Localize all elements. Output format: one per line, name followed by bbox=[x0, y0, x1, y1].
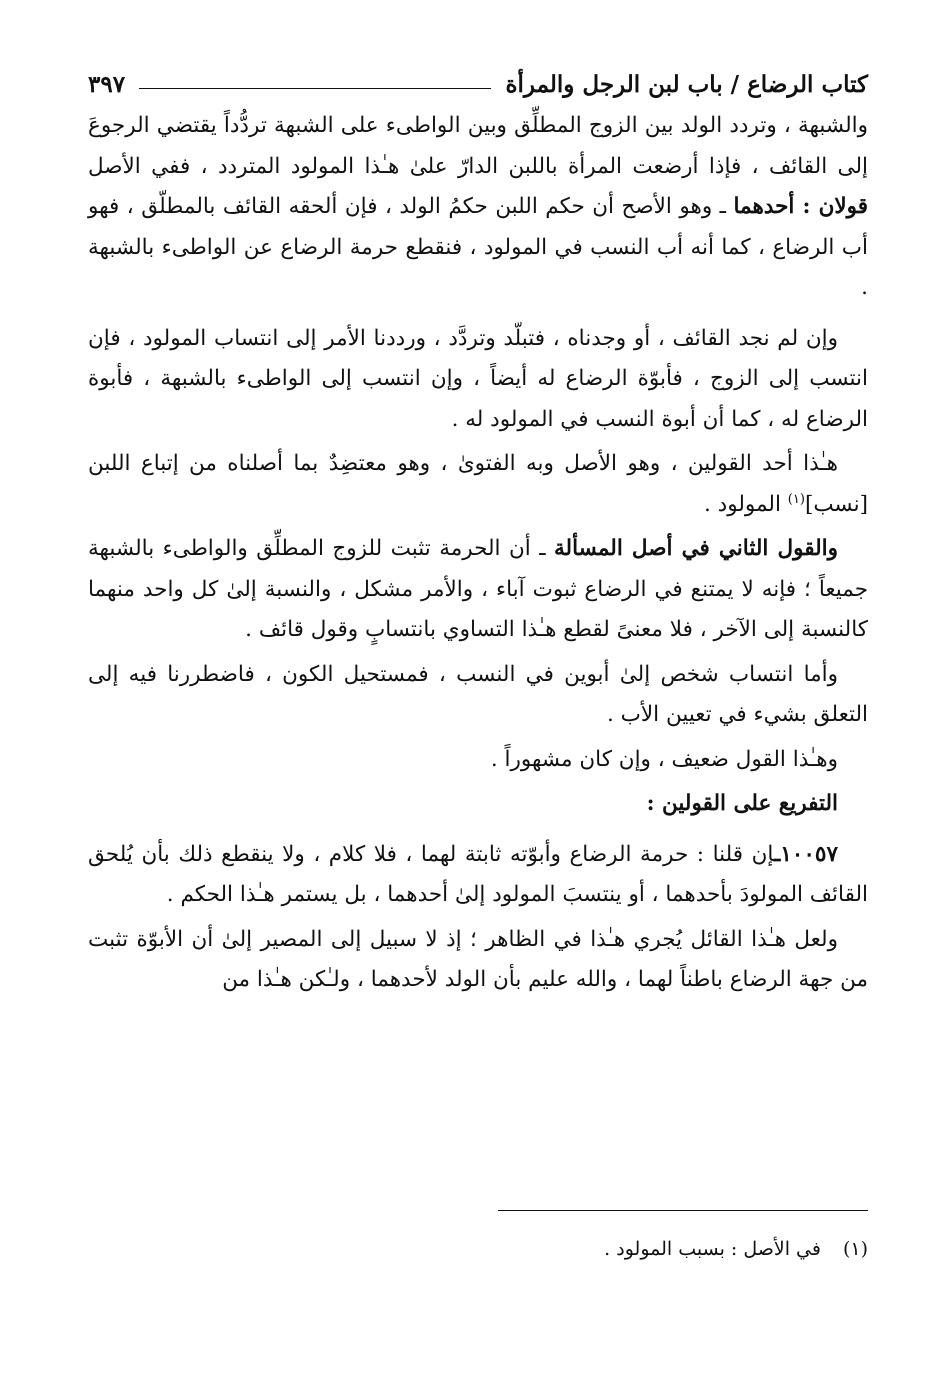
paragraph-1: والشبهة ، وتردد الولد بين الزوج المطلِّق وبين الواطىء على الشبهة تردُّداً يقتضي الرجوعَ إلى القائف ، فإذا أرضعت المرأة باللبن الدارّ علىٰ هـٰذا المولود المتردد ، ففي الأصل قولان : أحدهما ـ وهو الأصح أن حكم اللبن حكمُ الولد ، فإن ألحقه القائف بالمطلّق ، فهو أب الرضاع ، كما أنه أب النسب في المولود ، فنقطع حرمة الرضاع عن الواطىء بالشبهة . bbox=[88, 113, 869, 300]
footnote-separator bbox=[498, 1210, 868, 1211]
header-rule bbox=[139, 88, 491, 89]
bold-phrase: والقول الثاني في أصل المسألة bbox=[554, 536, 838, 561]
running-header bbox=[88, 62, 868, 106]
footnote-text: في الأصل : بسبب المولود . bbox=[604, 1238, 821, 1260]
paragraph-8: ولعل هـٰذا القائل يُجري هـٰذا في الظاهر ؛ إذ لا سبيل إلى المصير إلىٰ أن الأبوّة تثبت من جهة الرضاع باطناً لهما ، والله عليم بأن الولد لأحدهما ، ولـٰكن هـٰذا من bbox=[88, 926, 868, 992]
section-heading: التفريع على القولين : bbox=[646, 791, 838, 816]
paragraph-3: هـٰذا أحد القولين ، وهو الأصل وبه الفتوىٰ ، وهو معتضِدٌ بما أصلناه من إتباع اللبن [نسب]$^{(١)}$ المولود . bbox=[88, 451, 868, 517]
paragraph-4: والقول الثاني في أصل المسألة ـ أن الحرمة تثبت للزوج المطلِّق والواطىء بالشبهة جميعاً ؛ فإنه لا يمتنع في الرضاع ثبوت آباء ، والأمر مشكل ، والنسبة إلىٰ كل واحد منهما كالنسبة إلى الآخر ، فلا معنىً لقطع هـٰذا التساوي بانتسابٍ وقول قائف . bbox=[88, 536, 868, 642]
footnote bbox=[88, 1234, 868, 1264]
paragraph-2: وإن لم نجد القائف ، أو وجدناه ، فتبلّد وتردَّد ، ورددنا الأمر إلى انتساب المولود ، فإن انتسب إلى الزوج ، فأبوّة الرضاع له أيضاً ، وإن انتسب إلى الواطىء بالشبهة ، فأبوة الرضاع له ، كما أن أبوة النسب في المولود له . bbox=[88, 325, 868, 432]
page-number: ٣٩٧ bbox=[88, 70, 126, 98]
chapter-title: كتاب الرضاع / باب لبن الرجل والمرأة bbox=[505, 70, 868, 98]
paragraph-6: وهـٰذا القول ضعيف ، وإن كان مشهوراً . bbox=[490, 746, 838, 772]
paragraph-5: وأما انتساب شخص إلىٰ أبوين في النسب ، فمستحيل الكون ، فاضطررنا فيه إلى التعلق بشيء في تعيين الأب . bbox=[88, 661, 868, 727]
footnote-ref[interactable]: (١) bbox=[787, 491, 805, 507]
book-page bbox=[88, 62, 868, 1352]
footnote-number: (١) bbox=[842, 1238, 868, 1260]
issue-number: ١٠٠٥٧ـ bbox=[773, 841, 838, 867]
paragraph-7: ١٠٠٥٧ـإن قلنا : حرمة الرضاع وأبوّته ثابتة لهما ، فلا كلام ، ولا ينقطع ذلك بأن يُلحق القائف المولودَ بأحدهما ، أو ينتسبَ المولود إلىٰ أحدهما ، بل يستمر هـٰذا الحكم . bbox=[88, 841, 868, 907]
main-text bbox=[88, 106, 868, 1001]
bold-phrase: قولان : أحدهما bbox=[733, 194, 869, 219]
